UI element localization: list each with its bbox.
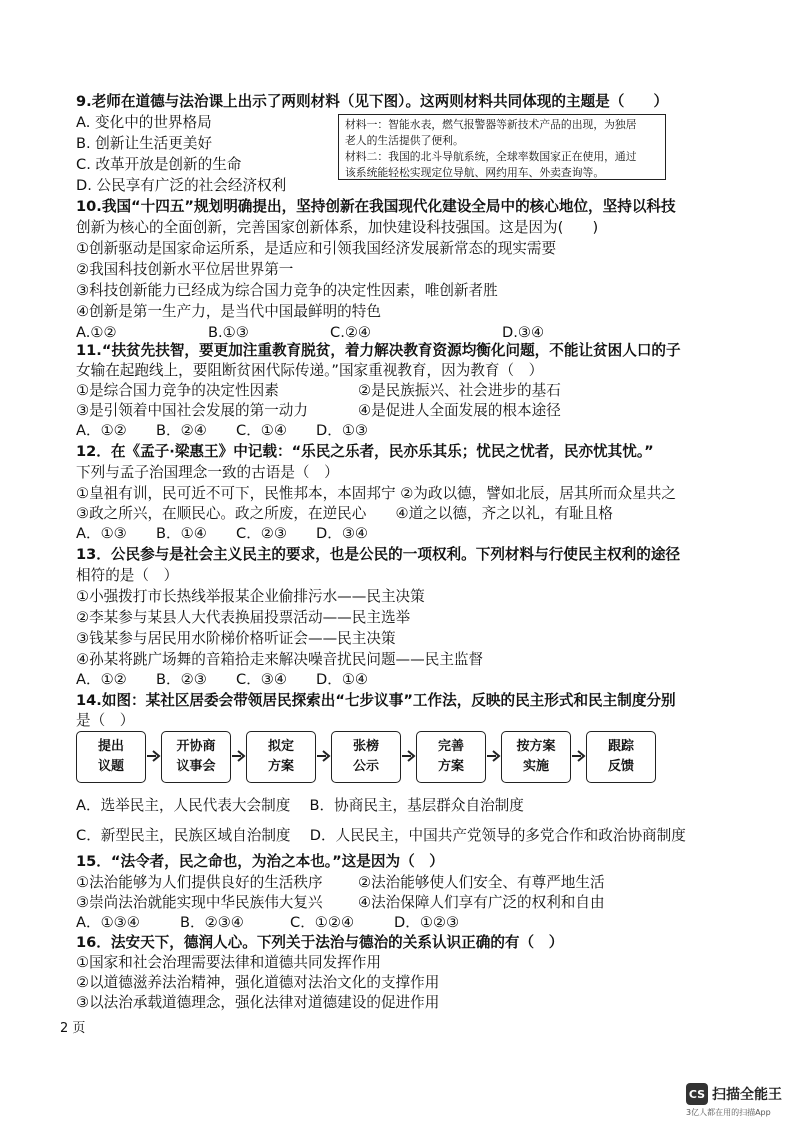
q10-option-b: B.①③ [208, 324, 249, 341]
q11-stem-line-2: 女输在起跑线上，要阻断贫困代际传递。”国家重视教育，因为教育（ ） [76, 362, 544, 379]
q10-option-d: D.③④ [502, 324, 545, 341]
q12-option-a: A．①③ [76, 525, 127, 542]
q13-option-d: D．①④ [316, 671, 368, 688]
q12-option-d: D．③④ [316, 525, 368, 542]
q14-flowchart [76, 731, 716, 789]
q14-stem-line-1: 14.如图：某社区居委会带领居民探索出“七步议事”工作法，反映的民主形式和民主制度分别 [76, 692, 676, 709]
q15-stem: 15．“法令者，民之命也，为治之本也。”这是因为（ ） [76, 853, 444, 870]
arrow-right-icon [572, 748, 586, 764]
q9-stem: 9.老师在道德与法治课上出示了两则材料（见下图）。这两则材料共同体现的主题是（ ） [76, 93, 669, 110]
q9-option-a: A. 变化中的世界格局 [76, 114, 212, 131]
q12-items-row-2: ③政之所兴，在顺民心。政之所废，在逆民心 ④道之以德，齐之以礼，有耻且格 [76, 505, 613, 522]
q11-item: ③是引领着中国社会发展的第一动力 [76, 402, 308, 419]
q16-stem: 16．法安天下，德润人心。下列关于法治与德治的关系认识正确的有（ ） [76, 934, 564, 951]
q10-option-a: A.①② [76, 324, 117, 341]
q15-item: ①法治能够为人们提供良好的生活秩序 [76, 874, 323, 891]
q9-material-line: 材料一：智能水表，燃气报警器等新技术产品的出现，为独居 [345, 118, 637, 131]
q9-material-line: 该系统能轻松实现定位导航、网约用车、外卖查询等。 [345, 166, 605, 179]
q9-material-line: 材料二：我国的北斗导航系统，全球率数国家正在使用，通过 [345, 150, 637, 163]
q15-item: ②法治能够使人们安全、有尊严地生活 [358, 874, 605, 891]
camscanner-logo-icon: CS [686, 1083, 708, 1105]
q16-item: ①国家和社会治理需要法律和道德共同发挥作用 [76, 954, 381, 971]
q10-item: ③科技创新能力已经成为综合国力竞争的决定性因素，唯创新者胜 [76, 282, 498, 299]
arrow-right-icon [232, 748, 246, 764]
q14-options-row-2: C．新型民主，民族区域自治制度 D．人民民主，中国共产党领导的多党合作和政治协商制度 [76, 827, 686, 844]
q11-item: ②是民族振兴、社会进步的基石 [358, 382, 561, 399]
q9-option-c: C. 改革开放是创新的生命 [76, 156, 242, 173]
q15-item: ③崇尚法治就能实现中华民族伟大复兴 [76, 894, 323, 911]
q11-item: ①是综合国力竞争的决定性因素 [76, 382, 279, 399]
q13-item: ④孙某将跳广场舞的音箱拾走来解决噪音扰民问题——民主监督 [76, 651, 484, 668]
q11-items-row-2 [76, 401, 561, 421]
q13-item: ③钱某参与居民用水阶梯价格听证会——民主决策 [76, 630, 396, 647]
q13-stem-line-1: 13．公民参与是社会主义民主的要求，也是公民的一项权利。下列材料与行使民主权利的途径 [76, 546, 681, 563]
q13-option-b: B．②③ [156, 671, 207, 688]
q10-stem-line-1: 10.我国“十四五”规划明确提出，坚持创新在我国现代化建设全局中的核心地位，坚持以科技 [76, 198, 676, 215]
q12-items-row-1: ①皇祖有训，民可近不可下，民惟邦本，本固邦宁 ②为政以德，譬如北辰，居其所而众星共之 [76, 485, 676, 502]
watermark-tagline: 3亿人都在用的扫描App [686, 1108, 771, 1117]
q11-item: ④是促进人全面发展的根本途径 [358, 402, 561, 419]
flow-step: 完善 方案 [416, 731, 486, 783]
watermark-name: 扫描全能王 [712, 1087, 782, 1103]
flow-step: 拟定 方案 [246, 731, 316, 783]
q10-item: ②我国科技创新水平位居世界第一 [76, 261, 294, 278]
q15-item: ④法治保障人们享有广泛的权利和自由 [358, 894, 605, 911]
q13-stem-line-2: 相符的是（ ） [76, 567, 179, 584]
q16-item: ③以法治承载道德理念，强化法律对道德建设的促进作用 [76, 994, 440, 1011]
q13-item: ①小强拨打市长热线举报某企业偷排污水——民主决策 [76, 588, 425, 605]
flow-step: 开协商 议事会 [161, 731, 231, 783]
q14-options-row-1: A．选举民主，人民代表大会制度 B．协商民主，基层群众自治制度 [76, 797, 524, 814]
scanner-watermark [686, 1083, 794, 1119]
q9-option-d: D. 公民享有广泛的社会经济权利 [76, 177, 287, 194]
page-number: 2 页 [60, 1021, 86, 1036]
q9-material-line: 老人的生活提供了便利。 [345, 134, 464, 147]
q15-option-c: C．①②④ [290, 914, 355, 931]
flow-step: 跟踪 反馈 [586, 731, 656, 783]
q11-stem-line-1: 11.“扶贫先扶智，要更加注重教育脱贫，着力解决教育资源均衡化问题，不能让贫困人口的子 [76, 342, 681, 359]
q10-item: ①创新驱动是国家命运所系，是适应和引领我国经济发展新常态的现实需要 [76, 240, 557, 257]
flow-step: 按方案 实施 [501, 731, 571, 783]
q12-stem-line-2: 下列与孟子治国理念一致的古语是（ ） [76, 464, 339, 481]
q16-item: ②以道德滋养法治精神，强化道德对法治文化的支撑作用 [76, 974, 440, 991]
q13-option-a: A．①② [76, 671, 127, 688]
arrow-right-icon [402, 748, 416, 764]
q15-items-row-1 [76, 873, 605, 893]
q13-item: ②李某参与某县人大代表换届投票活动——民主选举 [76, 609, 411, 626]
q12-stem-line-1: 12．在《孟子·梁惠王》中记载：“乐民之乐者，民亦乐其乐；忧民之忧者，民亦忧其忧。” [76, 443, 654, 460]
q11-option-a: A．①② [76, 422, 127, 439]
q15-option-a: A．①③④ [76, 914, 140, 931]
q14-stem-line-2: 是（ ） [76, 712, 135, 729]
q13-option-c: C．③④ [236, 671, 287, 688]
flow-step: 张榜 公示 [331, 731, 401, 783]
flow-step: 提出 议题 [76, 731, 146, 783]
q10-item: ④创新是第一生产力，是当代中国最鲜明的特色 [76, 303, 381, 320]
arrow-right-icon [317, 748, 331, 764]
q15-items-row-2 [76, 893, 605, 913]
q15-option-d: D．①②③ [394, 914, 460, 931]
q9-material-box [338, 114, 666, 180]
q15-option-b: B．②③④ [180, 914, 244, 931]
q11-option-d: D．①③ [316, 422, 368, 439]
arrow-right-icon [487, 748, 501, 764]
q12-option-b: B．①④ [156, 525, 207, 542]
q9-option-b: B. 创新让生活更美好 [76, 135, 213, 152]
q11-option-b: B．②④ [156, 422, 207, 439]
q11-items-row-1 [76, 381, 561, 401]
q10-option-c: C.②④ [330, 324, 371, 341]
q12-option-c: C．②③ [236, 525, 287, 542]
q10-stem-line-2: 创新为核心的全面创新，完善国家创新体系，加快建设科技强国。这是因为( ) [76, 219, 599, 236]
arrow-right-icon [147, 748, 161, 764]
q11-option-c: C．①④ [236, 422, 287, 439]
